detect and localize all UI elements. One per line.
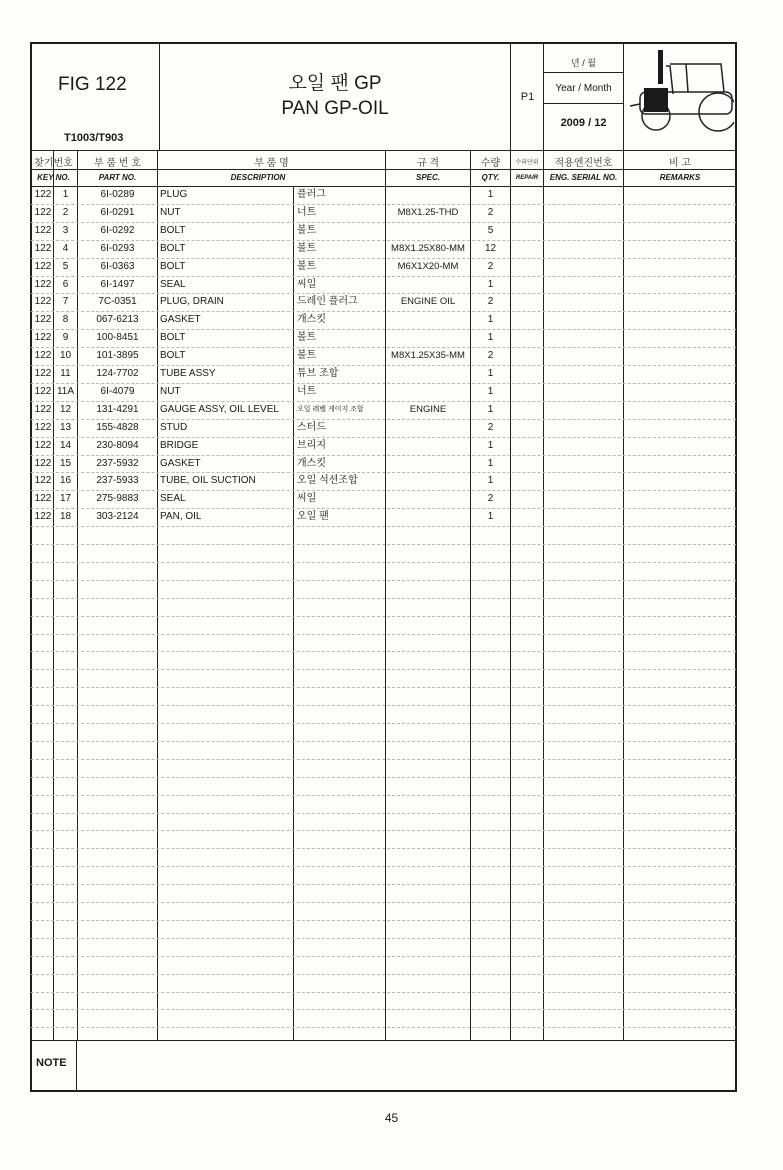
row-guide-line [31,580,736,581]
row-spec [386,365,470,383]
row-fig-number: 122 [34,314,52,326]
row-guide-line [31,1009,736,1010]
row-guide-line [31,651,736,652]
page-number: 45 [384,1111,399,1125]
row-key-number: 9 [62,332,69,344]
note-vline [76,1041,77,1091]
row-key-number: 11 [60,368,71,379]
row-guide-line [31,687,736,688]
col-header-desc-ko: 부 품 명 [254,158,289,169]
row-quantity: 1 [487,332,494,344]
year-month-label: Year / Month [555,83,612,94]
row-part-number: 124-7702 [96,368,139,379]
row-description-korean: 볼트 [297,242,317,254]
note-label: NOTE [36,1057,67,1069]
row-guide-line [31,634,736,635]
row-description: TUBE, OIL SUCTION [160,475,256,487]
col-header-spec: SPEC. [415,173,440,182]
row-description: BOLT [160,332,186,344]
row-fig-number: 122 [34,511,52,523]
col-line-repair [510,151,511,1040]
row-guide-line [31,759,736,760]
row-description: SEAL [160,493,186,505]
row-description: BOLT [160,350,186,362]
row-fig-number: 122 [34,385,52,397]
row-fig-number: 122 [34,189,52,200]
year-month-label-korean: 년 / 월 [571,58,596,68]
row-part-number: 067-6213 [96,314,139,326]
row-part-number: 230-8094 [96,439,139,451]
row-part-number: 6I-0292 [100,224,135,236]
row-key-number: 6 [62,278,69,290]
col-header-repair-ko: 수리단위 [515,160,539,166]
row-part-number: 6I-0363 [100,260,135,272]
header-vline-2 [510,43,511,151]
row-key-number: 4 [62,242,69,254]
row-spec [386,329,470,347]
row-part-number: 6I-0289 [100,189,135,200]
row-quantity: 1 [487,475,494,487]
row-fig-number: 122 [34,242,52,254]
row-guide-line [31,813,736,814]
row-part-number: 101-3895 [96,350,139,362]
row-guide-line [31,723,736,724]
row-quantity: 2 [487,350,494,362]
row-guide-line [31,848,736,849]
row-description-korean: 개스킷 [297,457,326,469]
year-month-value: 2009 / 12 [560,117,607,129]
row-quantity: 1 [487,189,494,200]
row-description: GASKET [160,457,201,469]
row-description-korean: 볼트 [297,350,317,362]
row-key-number: 3 [62,224,69,236]
row-description-korean: 오일 석션조합 [297,475,358,487]
row-key-number: 15 [59,457,72,469]
row-guide-line [31,992,736,993]
row-description: PAN, OIL [160,511,202,523]
row-key-number: 5 [62,260,69,272]
row-part-number: 237-5933 [96,475,139,487]
row-part-number: 303-2124 [96,511,139,523]
row-part-number: 6I-0291 [100,206,135,218]
row-fig-number: 122 [34,368,52,379]
row-guide-line [31,741,736,742]
row-description-korean: 볼트 [297,260,317,272]
row-spec: M8X1.25X80-MM [391,242,465,254]
row-guide-line [31,902,736,903]
row-quantity: 1 [487,314,494,326]
row-spec [386,276,470,294]
row-quantity: 2 [487,296,494,308]
row-part-number: 6I-4079 [100,385,135,397]
col-header-desc: DESCRIPTION [230,173,286,182]
row-spec [386,508,470,526]
row-spec [386,186,470,204]
row-guide-line [31,598,736,599]
row-key-number: 14 [59,439,72,451]
row-fig-number: 122 [34,332,52,344]
column-label-divider [31,169,736,170]
col-header-remarks-ko: 비 고 [668,158,692,169]
year-month-divider-2 [543,103,623,104]
row-description: BOLT [160,224,186,236]
row-part-number: 155-4828 [96,421,139,433]
page-code: P1 [520,91,535,103]
row-description-korean: 플러그 [297,189,326,200]
row-spec [386,490,470,508]
row-guide-line [31,562,736,563]
row-fig-number: 122 [34,224,52,236]
col-header-key-ko: 찾기번호 [34,158,73,169]
row-fig-number: 122 [34,403,52,415]
row-description: STUD [160,421,188,433]
row-key-number: 18 [59,511,72,523]
row-guide-line [31,669,736,670]
col-header-qty-ko: 수량 [480,158,501,169]
row-spec: M6X1X20-MM [397,260,459,272]
row-quantity: 2 [487,493,494,505]
row-description-korean: 너트 [297,385,317,397]
row-guide-line [31,795,736,796]
col-line-eng [543,151,544,1040]
row-spec [386,455,470,473]
row-description: NUT [160,385,181,397]
row-spec: ENGINE OIL [400,296,456,308]
row-fig-number: 122 [34,296,52,308]
header-vline-4 [623,43,624,151]
col-header-eng: ENG. SERIAL NO. [549,173,618,182]
row-description-korean: 씨일 [297,493,317,505]
row-part-number: 6I-0293 [100,242,135,254]
row-spec [386,472,470,490]
row-key-number: 12 [59,403,72,415]
col-header-eng-ko: 적용엔진번호 [554,158,613,169]
row-description-korean: 스터드 [297,421,326,433]
row-fig-number: 122 [34,421,52,433]
row-guide-line [31,884,736,885]
col-header-part: PART NO. [98,173,137,182]
row-description: BRIDGE [160,439,199,451]
row-part-number: 275-9883 [96,493,139,505]
row-fig-number: 122 [34,206,52,218]
row-guide-line [31,616,736,617]
row-spec: M8X1.25-THD [397,206,459,218]
year-month-divider-1 [543,72,623,73]
row-description: BOLT [160,242,186,254]
row-guide-line [31,938,736,939]
row-fig-number: 122 [34,350,52,362]
row-key-number: 2 [62,206,69,218]
row-guide-line [31,830,736,831]
row-key-number: 10 [59,350,72,362]
row-quantity: 12 [484,242,497,254]
header-vline-1 [159,43,160,151]
row-fig-number: 122 [34,278,52,290]
row-guide-line [31,544,736,545]
row-key-number: 7 [62,296,69,308]
col-line-remarks [623,151,624,1040]
row-key-number: 17 [59,493,72,505]
row-quantity: 2 [487,260,494,272]
row-description: TUBE ASSY [160,368,216,379]
row-spec [386,437,470,455]
row-description-korean: 볼트 [297,224,317,236]
row-spec [386,383,470,401]
col-header-remarks: REMARKS [659,173,701,182]
row-part-number: 100-8451 [96,332,139,344]
page-title-korean: 오일 팬 GP [288,73,382,94]
row-spec [386,222,470,240]
row-description-korean: 오일 팬 [297,511,329,523]
row-guide-line [31,526,736,527]
row-spec: ENGINE [409,403,447,415]
row-description-korean: 개스킷 [297,314,326,326]
row-description: GASKET [160,314,201,326]
row-fig-number: 122 [34,457,52,469]
row-description-korean: 볼트 [297,332,317,344]
row-part-number: 131-4291 [96,403,139,415]
col-header-qty: QTY. [481,173,500,182]
row-quantity: 2 [487,206,494,218]
row-key-number: 13 [59,421,72,433]
row-spec [386,311,470,329]
row-fig-number: 122 [34,475,52,487]
row-key-number: 16 [59,475,72,487]
row-quantity: 1 [487,457,494,469]
row-quantity: 5 [487,224,494,236]
row-guide-line [31,705,736,706]
row-description-korean: 씨일 [297,278,317,290]
page-title: PAN GP-OIL [281,98,389,119]
note-divider [31,1040,736,1041]
row-description: GAUGE ASSY, OIL LEVEL [160,403,279,415]
row-description-korean: 너트 [297,206,317,218]
row-quantity: 1 [487,439,494,451]
row-part-number: 237-5932 [96,457,139,469]
row-quantity: 1 [487,403,494,415]
row-key-number: 11A [56,385,75,397]
row-spec: M8X1.25X35-MM [391,350,465,362]
row-guide-line [31,920,736,921]
row-guide-line [31,1027,736,1028]
row-spec [386,419,470,437]
tractor-icon [626,46,734,146]
row-description-korean: 오일 레벨 게이지 조합 [297,405,364,413]
row-quantity: 1 [487,368,494,379]
row-quantity: 2 [487,421,494,433]
row-description-korean: 브리지 [297,439,326,451]
row-quantity: 1 [487,511,494,523]
row-fig-number: 122 [34,260,52,272]
row-quantity: 1 [487,385,494,397]
model-code: T1003/T903 [64,132,124,144]
row-guide-line [31,866,736,867]
col-header-spec-ko: 규 격 [416,158,440,169]
row-description: PLUG, DRAIN [160,296,224,308]
row-description: PLUG [160,189,188,200]
row-fig-number: 122 [34,493,52,505]
figure-number: FIG 122 [58,74,127,95]
row-description: NUT [160,206,181,218]
row-part-number: 7C-0351 [98,296,137,308]
row-description: SEAL [160,278,186,290]
row-part-number: 6I-1497 [100,278,135,290]
row-guide-line [31,777,736,778]
col-header-repair: REPAIR [515,175,539,181]
col-line-desc [157,151,158,1040]
col-line-desc-ko [293,186,294,1040]
row-guide-line [31,974,736,975]
col-header-part-ko: 부 품 번 호 [94,158,141,169]
row-key-number: 1 [62,189,69,200]
header-divider [31,150,736,151]
row-description-korean: 드레인 플러그 [297,296,358,308]
row-description-korean: 튜브 조합 [297,368,339,379]
row-guide-line [31,956,736,957]
row-fig-number: 122 [34,439,52,451]
row-key-number: 8 [62,314,69,326]
row-description: BOLT [160,260,186,272]
row-quantity: 1 [487,278,494,290]
col-header-key: KEY NO. [37,173,70,182]
